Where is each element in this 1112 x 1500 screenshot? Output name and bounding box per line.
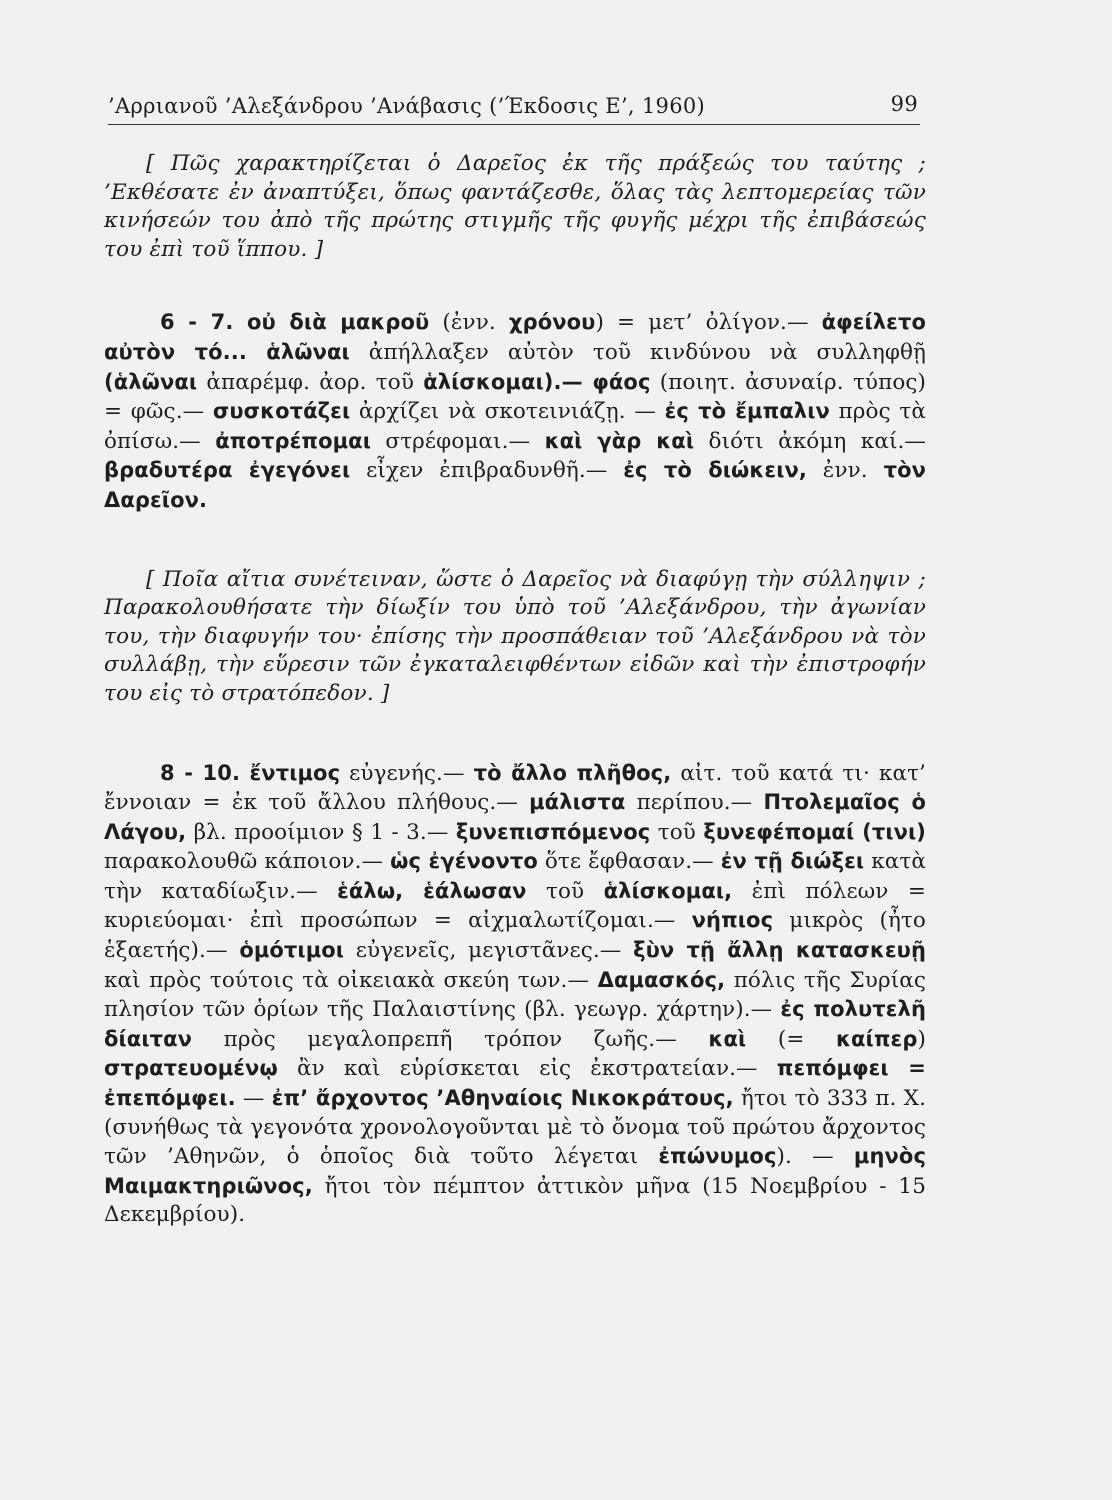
gloss: τοῦ (650, 819, 704, 845)
gloss: ἀπαρέμφ. ἀορ. τοῦ (197, 369, 424, 395)
gloss: παρακολουθῶ κάποιον.— (104, 849, 391, 875)
gloss: — (235, 1086, 272, 1112)
lemma: ὁμότιμοι (239, 938, 345, 963)
question-paragraph-1: [ Πῶς χαρακτηρίζεται ὁ Δαρεῖος ἐκ τῆς πράξεώς του ταύτης ; ’Εκθέσατε ἐν ἀναπτύξει, ὅπως φαντάζεσθε, ὅλας τὰς λεπτομερείας τῶν κινήσεών του ἀπὸ τῆς πρώτης στιγμῆς τῆς φυγῆς μέχρι τῆς ἐπιβάσεώς του ἐπὶ τοῦ ἵππου. ] (104, 151, 926, 262)
lemma: χρόνου (508, 310, 596, 335)
notes-paragraph-8-10 (104, 759, 926, 1231)
lemma: ξὺν τῇ ἄλλῃ κατασκευῇ (633, 938, 926, 963)
lemma: ἐς τὸ διώκειν, (623, 458, 807, 483)
lemma: ξυνεπισπόμενος (455, 819, 651, 844)
gloss: ). — (776, 1144, 854, 1170)
gloss: (= (746, 1026, 837, 1052)
lemma: ἐπώνυμος (658, 1144, 777, 1169)
gloss: πόλις τῆς Συρίας πλησίον τῶν ὁρίων τῆς Παλαιστίνης (βλ. γεωγρ. χάρτην).— (104, 967, 926, 1023)
gloss: αἰτ. τοῦ κατά τι· κατ’ ἔννοιαν = ἐκ τοῦ ἄλλου πλήθους.— (104, 760, 926, 816)
gloss: (ἐνν. (429, 310, 509, 336)
gloss: ἂν καὶ εὑρίσκεται εἰς ἐκστρατείαν.— (277, 1056, 777, 1082)
lemma: ἑάλω, ἑάλωσαν (337, 878, 527, 903)
lemma: Δαμασκός, (597, 967, 726, 992)
page-number: 99 (890, 92, 918, 116)
gloss: καὶ πρὸς τούτοις τὰ οἰκειακὰ σκεύη των.— (104, 967, 598, 993)
notes-paragraph-6-7 (104, 308, 926, 515)
gloss: εἶχεν ἐπιβραδυνθῆ.— (350, 458, 624, 484)
lemma: ἁλίσκομαι).— φάος (423, 369, 651, 394)
gloss: ἤτοι τὸ 333 π. Χ. (συνήθως τὰ γεγονότα χρονολογοῦνται μὲ τὸ ὄνομα τοῦ πρώτου ἄρχοντος τῶν ’Αθηνῶν, ὁ ὁποῖος διὰ τοῦτο λέγεται (104, 1086, 926, 1170)
gloss: (ποιητ. ἀσυναίρ. τύπος) = φῶς.— (104, 369, 927, 425)
lemma: ἐς πολυτελῆ δίαιταν (104, 997, 926, 1051)
header-title: ’Αρριανοῦ ’Αλεξάνδρου ’Ανάβασις (’Έκδοσις Ε’, 1960) (108, 94, 706, 118)
lemma: ἐς τὸ ἔμπαλιν (664, 399, 830, 424)
gloss: βλ. προοίμιον § 1 - 3.— (186, 819, 456, 845)
gloss: εὐγενεῖς, μεγιστᾶνες.— (344, 938, 634, 964)
gloss: ) = μετ’ ὀλίγον.— (595, 310, 822, 336)
lemma: συσκοτάζει (212, 399, 351, 424)
gloss: ἐπὶ πόλεων = κυριεύομαι· ἐπὶ προσώπων = αἰχμαλωτίζομαι.— (104, 878, 926, 934)
lemma: ἁλίσκομαι, (603, 878, 733, 903)
gloss: μικρὸς (ἦτο ἑξαετής).— (104, 908, 926, 964)
gloss: πρὸς τὰ ὀπίσω.— (104, 399, 926, 454)
gloss: ὅτε ἔφθασαν.— (537, 849, 721, 875)
lemma: ξυνεφέπομαί (τινι) (703, 819, 926, 844)
lemma: 8 - 10. ἔντιμος (160, 760, 341, 785)
lemma: καίπερ (836, 1026, 918, 1051)
lemma: ὡς ἐγένοντο (390, 849, 538, 874)
gloss: διότι ἀκόμη καί.— (694, 428, 927, 454)
gloss: ἀρχίζει νὰ σκοτεινιάζῃ. — (350, 399, 665, 425)
gloss: τοῦ (526, 878, 604, 904)
question-paragraph-2: [ Ποῖα αἴτια συνέτειναν, ὥστε ὁ Δαρεῖος νὰ διαφύγῃ τὴν σύλληψιν ; Παρακολουθήσατε τὴν δίωξίν του ὑπὸ τοῦ ’Αλεξάνδρου, τὴν ἀγωνίαν του, τὴν διαφυγήν του· ἐπίσης τὴν προσπάθειαν τοῦ ’Αλεξάνδρου νὰ τὸν συλλάβῃ, τὴν εὕρεσιν τῶν ἐγκαταλειφθέντων εἰδῶν καὶ τὴν ἐπιστροφήν του εἰς τὸ στρατόπεδον. ] (104, 566, 926, 706)
lemma: καὶ γὰρ καὶ (544, 428, 695, 453)
lemma: Πτολεμαῖος ὁ Λάγου, (104, 790, 926, 844)
lemma: μηνὸς Μαιμακτηριῶνος, (104, 1144, 926, 1198)
gloss: στρέφομαι.— (370, 428, 545, 454)
gloss: ἀπήλλαξεν αὐτὸν τοῦ κινδύνου νὰ συλληφθῇ (349, 339, 926, 365)
lemma: ἀφείλετο αὐτὸν τό... ἁλῶναι (104, 310, 926, 364)
gloss: κατὰ τὴν καταδίωξιν.— (104, 849, 926, 904)
gloss: περίπου.— (625, 790, 764, 816)
lemma: καὶ (708, 1026, 747, 1051)
lemma: ἐν τῇ διώξει (720, 849, 865, 874)
lemma: τὸν Δαρεῖον. (104, 458, 926, 512)
lemma: ἀποτρέπομαι (215, 428, 371, 453)
lemma: (ἁλῶναι (104, 369, 198, 394)
gloss: εὐγενής.— (340, 760, 474, 786)
gloss: ) (917, 1026, 926, 1052)
lemma: πεπόμφει = ἐπεπόμφει. (104, 1056, 926, 1111)
gloss: πρὸς μεγαλοπρεπῆ τρόπον ζωῆς.— (192, 1026, 709, 1052)
lemma: μάλιστα (529, 790, 626, 815)
lemma: 6 - 7. οὐ διὰ μακροῦ (160, 310, 430, 335)
gloss: ἤτοι τὸν πέμπτον ἀττικὸν μῆνα (15 Νοεμβρίου - 15 Δεκεμβρίου). (104, 1173, 926, 1228)
page-body (104, 150, 926, 1230)
gloss: ἐνν. (806, 458, 884, 484)
lemma: στρατευομένῳ (104, 1056, 278, 1081)
lemma: ἐπ’ ἄρχοντος ’Αθηναίοις Νικοκράτους, (271, 1086, 734, 1111)
running-header (108, 88, 920, 125)
lemma: βραδυτέρα ἐγεγόνει (104, 458, 351, 483)
lemma: νήπιος (691, 908, 774, 933)
lemma: τὸ ἄλλο πλῆθος, (473, 760, 672, 785)
